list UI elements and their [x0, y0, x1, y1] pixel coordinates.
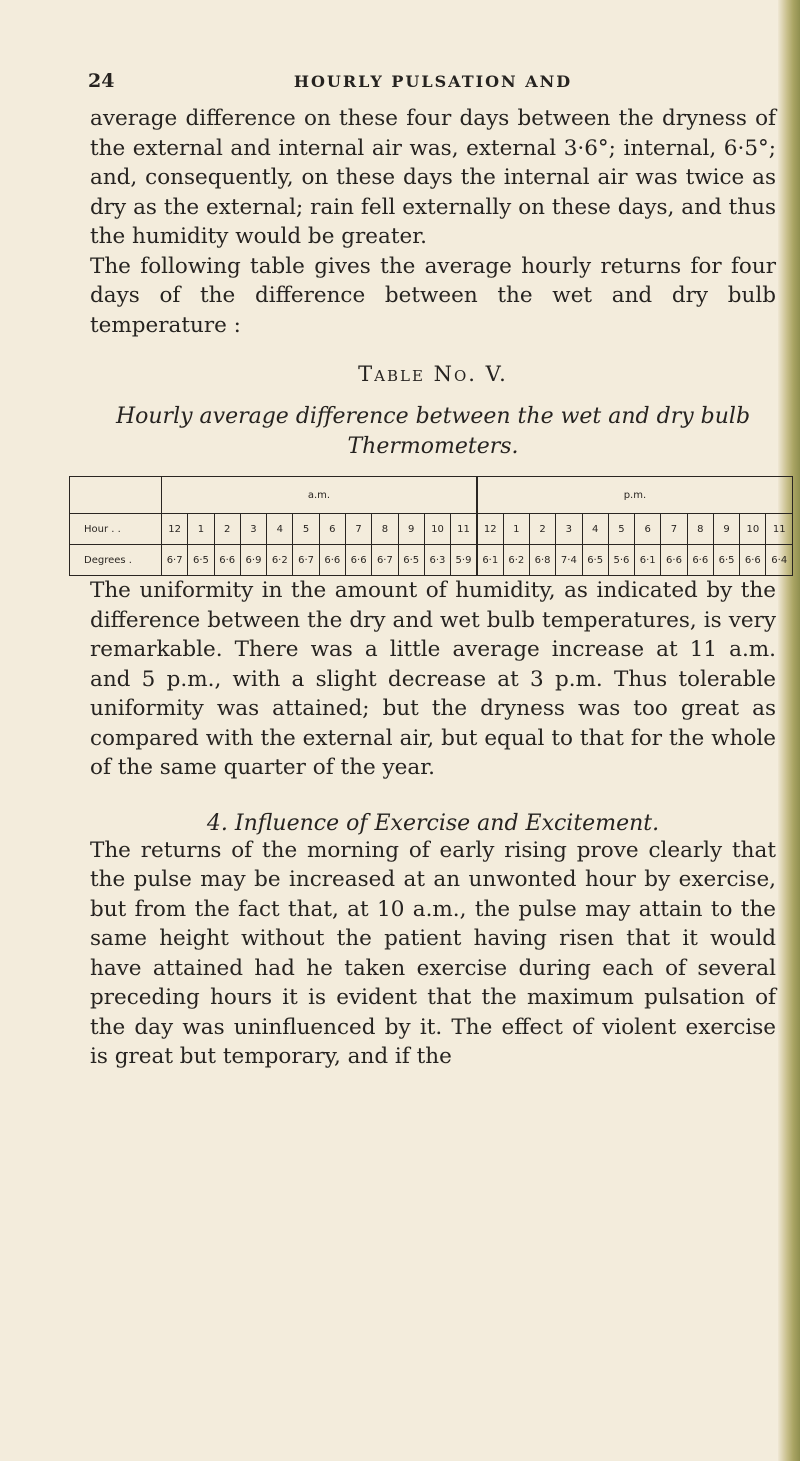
- paragraph-1: average difference on these four days between the dryness of the external and internal air was, external 3·6°; internal, 6·5°; and, consequently, on these days the internal air was twice as dry as the external; rain fell externally on these days, and thus the humidity would be greater.: [90, 106, 776, 249]
- pm-degree-cell: 6·1: [635, 545, 661, 576]
- paragraph-4: The returns of the morning of early rising prove clearly that the pulse may be increased at an unwonted hour by exercise, but from the fact that, at 10 a.m., the pulse may attain to the same height without the patient having risen that it would have attained had he taken exercise during each of several preceding hours it is evident that the maximum pulsation of the day was uninfluenced by it. The effect of violent exercise is great but temporary, and if the: [90, 837, 776, 1069]
- pm-degree-cell: 6·6: [740, 545, 766, 576]
- am-degree-cell: 6·6: [345, 545, 371, 576]
- paragraph-3: The uniformity in the amount of humidity, as indicated by the difference between the dry and wet bulb temperatures, is very remarkable. There was a little average increase at 11 a.m. and 5 p.m., with a slight decrease at 3 p.m. Thus tolerable uniformity was attained; but the dryness was too great as compared with the external air, but equal to that for the whole of the same quarter of the year.: [90, 578, 776, 780]
- am-hour-cell: 5: [293, 514, 319, 545]
- pm-hour-cell: 1: [503, 514, 529, 545]
- pm-hour-cell: 8: [687, 514, 713, 545]
- pm-degree-cell: 6·5: [713, 545, 739, 576]
- pm-hour-cell: 3: [556, 514, 582, 545]
- am-hour-cell: 12: [162, 514, 188, 545]
- pm-hour-cell: 6: [635, 514, 661, 545]
- am-degree-cell: 6·6: [214, 545, 240, 576]
- pm-degree-cell: 6·5: [582, 545, 608, 576]
- am-hour-cell: 8: [372, 514, 398, 545]
- book-page: [84, 60, 788, 1072]
- am-degree-cell: 6·5: [398, 545, 424, 576]
- am-hour-cell: 7: [345, 514, 371, 545]
- pm-degree-cell: 6·1: [477, 545, 503, 576]
- pm-degree-cell: 6·6: [661, 545, 687, 576]
- pm-hour-cell: 2: [529, 514, 555, 545]
- table-corner-cell: [70, 477, 162, 514]
- pm-hour-cell: 9: [713, 514, 739, 545]
- am-degree-cell: 6·7: [293, 545, 319, 576]
- am-hour-cell: 4: [267, 514, 293, 545]
- am-hour-cell: 11: [451, 514, 477, 545]
- pm-hour-cell: 11: [766, 514, 793, 545]
- am-degree-cell: 6·6: [319, 545, 345, 576]
- degrees-row-label: Degrees .: [70, 545, 162, 576]
- pm-hour-cell: 4: [582, 514, 608, 545]
- pm-degree-cell: 5·6: [608, 545, 634, 576]
- am-hour-cell: 1: [188, 514, 214, 545]
- pm-hour-cell: 5: [608, 514, 634, 545]
- pm-hour-cell: 10: [740, 514, 766, 545]
- pm-degree-cell: 6·6: [687, 545, 713, 576]
- table-hour-row: [70, 514, 793, 545]
- pm-degree-cell: 6·2: [503, 545, 529, 576]
- running-head-title: HOURLY PULSATION AND: [293, 72, 573, 91]
- page-number: 24: [88, 70, 115, 92]
- pm-degree-cell: 7·4: [556, 545, 582, 576]
- running-head: [90, 60, 776, 94]
- table-subcaption: Hourly average difference between the wet and dry bulb Thermometers.: [115, 404, 751, 459]
- am-degree-cell: 6·9: [240, 545, 266, 576]
- page-edge: [778, 0, 800, 1461]
- am-degree-cell: 6·3: [424, 545, 450, 576]
- table-degrees-row: [70, 545, 793, 576]
- am-degree-cell: 6·7: [162, 545, 188, 576]
- pm-hour-cell: 7: [661, 514, 687, 545]
- paragraph-2: The following table gives the average hourly returns for four days of the difference between the wet and dry bulb temperature :: [90, 253, 776, 338]
- section-heading: 4. Influence of Exercise and Excitement.: [206, 810, 660, 836]
- am-degree-cell: 5·9: [451, 545, 477, 576]
- am-hour-cell: 10: [424, 514, 450, 545]
- pm-hour-cell: 12: [477, 514, 503, 545]
- am-hour-cell: 9: [398, 514, 424, 545]
- pm-degree-cell: 6·8: [529, 545, 555, 576]
- hour-row-label: Hour . .: [70, 514, 162, 545]
- am-hour-cell: 6: [319, 514, 345, 545]
- pm-header: p.m.: [477, 477, 793, 514]
- table-container: [69, 476, 793, 576]
- pm-degree-cell: 6·4: [766, 545, 793, 576]
- am-degree-cell: 6·2: [267, 545, 293, 576]
- table-caption: Table No. V.: [358, 362, 508, 386]
- am-hour-cell: 3: [240, 514, 266, 545]
- humidity-table: [69, 476, 793, 576]
- table-period-row: [70, 477, 793, 514]
- am-header: a.m.: [162, 477, 477, 514]
- am-degree-cell: 6·5: [188, 545, 214, 576]
- am-degree-cell: 6·7: [372, 545, 398, 576]
- am-hour-cell: 2: [214, 514, 240, 545]
